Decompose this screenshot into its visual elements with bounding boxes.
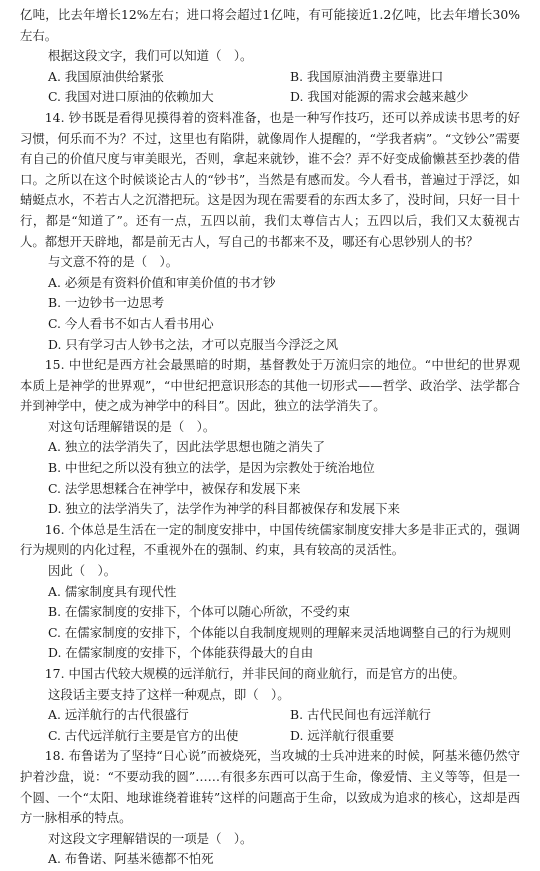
q17-option-a[interactable]: A. 远洋航行的古代很盛行 bbox=[48, 707, 189, 723]
q18-option-a[interactable]: A. 布鲁诺、阿基米德都不怕死 bbox=[48, 851, 214, 867]
q16-option-b[interactable]: B. 在儒家制度的安排下，个体可以随心所欲，不受约束 bbox=[48, 604, 350, 620]
q17-stem: 这段话主要支持了这样一种观点，即（ ）。 bbox=[48, 686, 290, 702]
q15-passage: 15. 中世纪是西方社会最黑暗的时期，基督教处于万流归宗的地位。“中世纪的世界观本质上是神学的世界观”，“中世纪把意识形态的其他一切形式——哲学、政治学、法学都合并到神学中，使之成为神学中的科目”。因此，独立的法学消失了。 bbox=[20, 357, 520, 414]
q14-stem: 与文意不符的是（ ）。 bbox=[48, 254, 179, 270]
q17-passage: 17. 中国古代较大规模的远洋航行，并非民间的商业航行，而是官方的出使。 bbox=[44, 666, 465, 681]
q18-passage: 18. 布鲁诺为了坚持“日心说”而被烧死，当攻城的士兵冲进来的时候，阿基米德仍然守护着沙盘，说：“不要动我的圆”……有很多东西可以高于生命，像爱情、主义等等，但是一个圆、一个“太阳、地球谁绕着谁转”这样的问题高于生命，以致成为追求的核心，这却是西方一脉相承的特点。 bbox=[20, 748, 520, 826]
q16-passage: 16. 个体总是生活在一定的制度安排中，中国传统儒家制度安排大多是非正式的，强调行为规则的内化过程，不重视外在的强制、约束，具有较高的灵活性。 bbox=[20, 521, 520, 558]
q14-option-c[interactable]: C. 今人看书不如古人看书用心 bbox=[48, 315, 214, 331]
q16-option-a[interactable]: A. 儒家制度具有现代性 bbox=[48, 583, 177, 599]
q15-option-c[interactable]: C. 法学思想糅合在神学中，被保存和发展下来 bbox=[48, 480, 301, 496]
q13-options bbox=[20, 67, 520, 108]
q13-option-b[interactable]: B. 我国原油消费主要靠进口 bbox=[290, 68, 444, 84]
q18-stem: 对这段文字理解错误的一项是（ ）。 bbox=[48, 830, 253, 846]
q13-option-d[interactable]: D. 我国对能源的需求会越来越少 bbox=[290, 89, 469, 105]
q14-option-d[interactable]: D. 只有学习古人钞书之法，才可以克服当今浮泛之风 bbox=[48, 336, 338, 352]
q14-option-b[interactable]: B. 一边钞书一边思考 bbox=[48, 295, 165, 311]
q17-options bbox=[20, 705, 520, 746]
q15-option-d[interactable]: D. 独立的法学消失了，法学作为神学的科目都被保存和发展下来 bbox=[48, 501, 400, 517]
q15-stem: 对这句话理解错误的是（ ）。 bbox=[48, 418, 216, 434]
q13-passage-tail: 亿吨，比去年增长12%左右；进口将会超过1亿吨，有可能接近1.2亿吨，比去年增长30%左右。 bbox=[20, 7, 520, 43]
q16-option-c[interactable]: C. 在儒家制度的安排下，个体能以自我制度规则的理解来灵活地调整自己的行为规则 bbox=[48, 624, 511, 640]
q17-option-d[interactable]: D. 远洋航行很重要 bbox=[290, 727, 395, 743]
q17-option-b[interactable]: B. 古代民间也有远洋航行 bbox=[290, 707, 431, 723]
q15-option-b[interactable]: B. 中世纪之所以没有独立的法学，是因为宗教处于统治地位 bbox=[48, 460, 375, 476]
q14-passage: 14. 钞书既是看得见摸得着的资料准备，也是一种写作技巧，还可以养成读书思考的好习惯，何乐而不为？不过，这里也有陷阱，就像周作人提醒的，“学我者病”。“文钞公”需要有自己的价值尺度与审美眼光，否则，拿起来就钞，谁不会？弄不好变成偷懒甚至抄袭的借口。之所以在这个时候谈论古人的“钞书”，当然是有感而发。今人看书，普遍过于浮泛，如蜻蜓点水，不若古人之沉潜把玩。这是因为现在需要看的东西太多了，没时间，只好一目十行，都是“知道了”。还有一点，五四以前，我们太尊信古人；五四以后，我们又太藐视古人。都想开天辟地，都是前无古人，写自己的书都来不及，哪还有心思钞别人的书？ bbox=[20, 109, 520, 249]
q16-option-d[interactable]: D. 在儒家制度的安排下，个体能获得最大的自由 bbox=[48, 645, 314, 661]
q15-option-a[interactable]: A. 独立的法学消失了，因此法学思想也随之消失了 bbox=[48, 439, 326, 455]
q17-option-c[interactable]: C. 古代远洋航行主要是官方的出使 bbox=[48, 727, 239, 743]
q13-stem: 根据这段文字，我们可以知道（ ）。 bbox=[48, 48, 253, 64]
q13-option-a[interactable]: A. 我国原油供给紧张 bbox=[48, 68, 164, 84]
q13-option-c[interactable]: C. 我国对进口原油的依赖加大 bbox=[48, 89, 214, 105]
q16-stem: 因此（ ）。 bbox=[48, 563, 117, 579]
q14-option-a[interactable]: A. 必须是有资料价值和审美价值的书才钞 bbox=[48, 274, 276, 290]
